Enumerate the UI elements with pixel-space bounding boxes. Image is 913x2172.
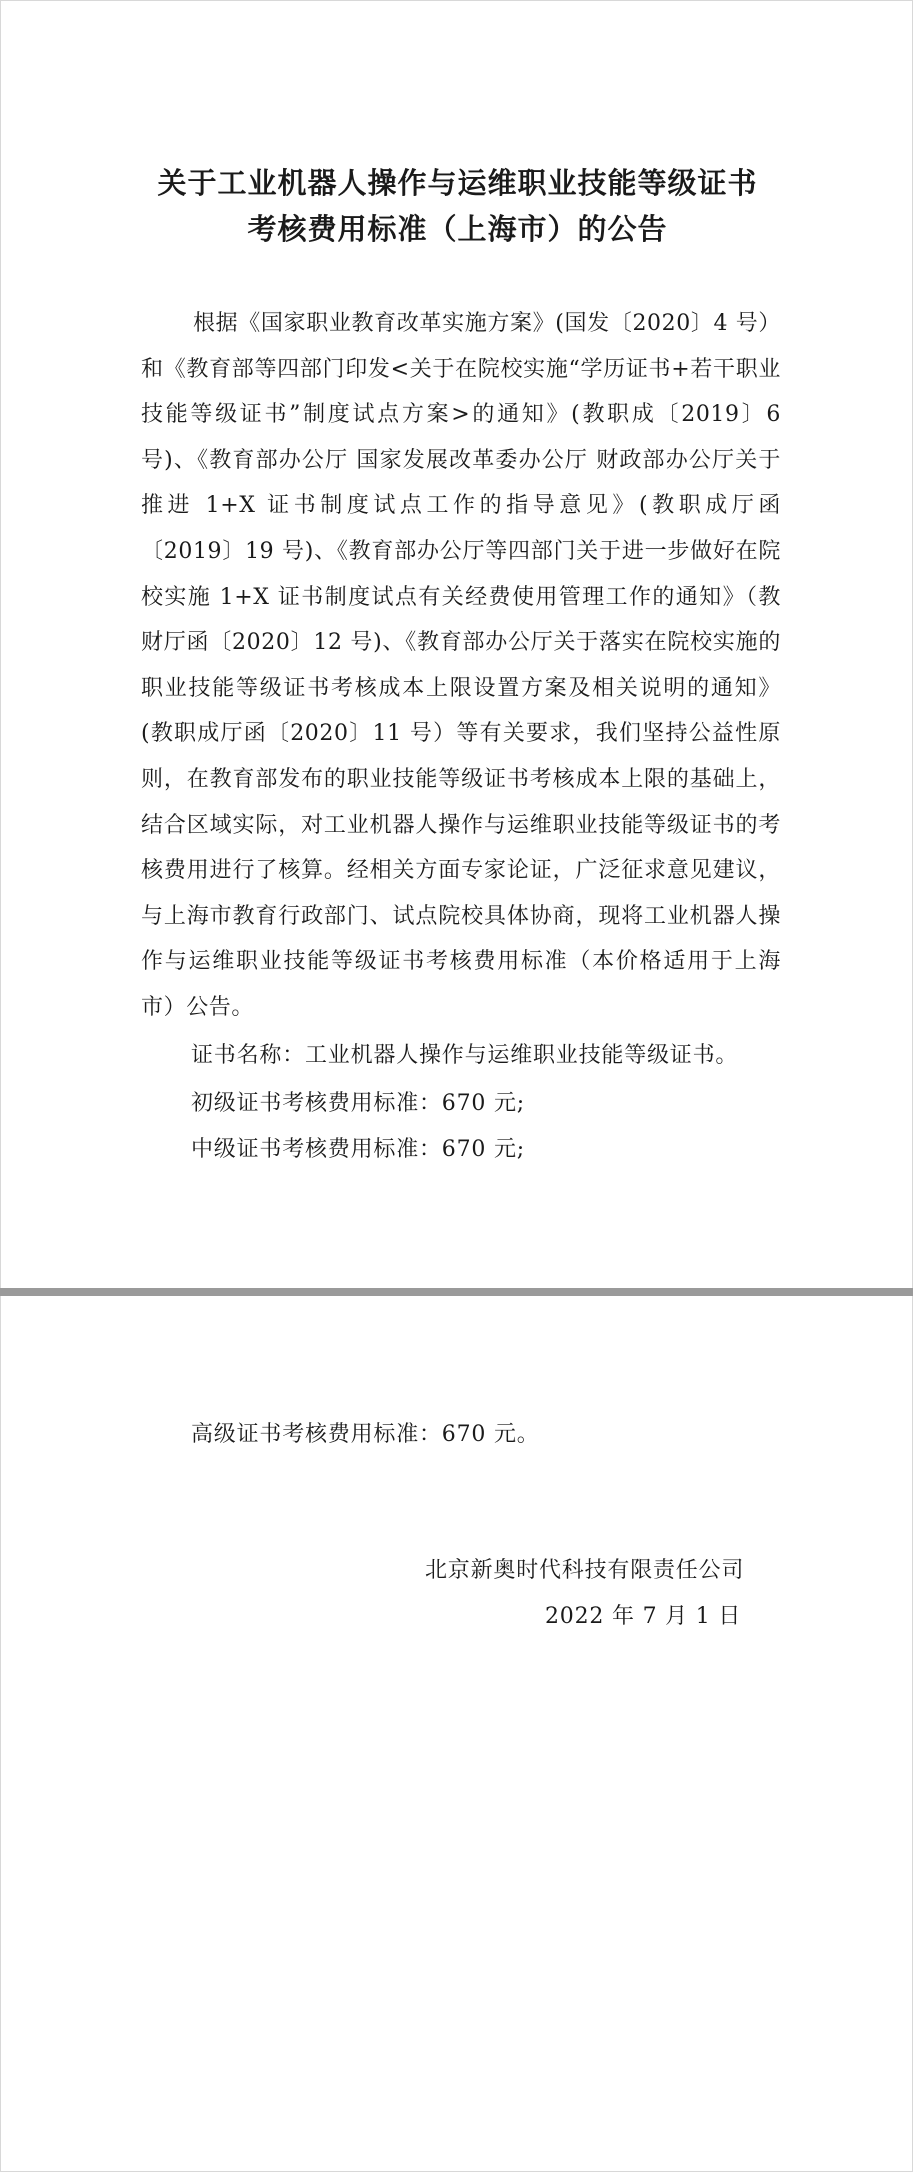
page-separator bbox=[0, 1288, 913, 1296]
fee-junior-line: 初级证书考核费用标准：670 元; bbox=[191, 1091, 525, 1116]
document-title-line-2: 考核费用标准（上海市）的公告 bbox=[247, 212, 668, 246]
document-page-2 bbox=[0, 1296, 913, 2172]
main-paragraph: 根据《国家职业教育改革实施方案》(国发〔2020〕4 号）和《教育部等四部门印发<关于在院校实施“学历证书+若干职业技能等级证书”制度试点方案>的通知》(教职成〔2019〕6 号)、《教育部办公厅 国家发展改革委办公厅 财政部办公厅关于推进 1+X 证书制度试点工作的指导意见》(教职成厅函〔2019〕19 号)、《教育部办公厅等四部门关于进一步做好在院校实施 1+X 证书制度试点有关经费使用管理工作的通知》（教财厅函〔2020〕12 号)、《教育部办公厅关于落实在院校实施的职业技能等级证书考核成本上限设置方案及相关说明的通知》(教职成厅函〔2020〕11 号）等有关要求，我们坚持公益性原则，在教育部发布的职业技能等级证书考核成本上限的基础上，结合区域实际，对工业机器人操作与运维职业技能等级证书的考核费用进行了核算。经相关方面专家论证，广泛征求意见建议，与上海市教育行政部门、试点院校具体协商，现将工业机器人操作与运维职业技能等级证书考核费用标准（本价格适用于上海市）公告。 bbox=[141, 311, 781, 1020]
fee-senior-line: 高级证书考核费用标准：670 元。 bbox=[191, 1422, 540, 1447]
company-signature: 北京新奥时代科技有限责任公司 bbox=[425, 1558, 745, 1583]
document-title-line-1: 关于工业机器人操作与运维职业技能等级证书 bbox=[157, 166, 758, 200]
certificate-name-line: 证书名称：工业机器人操作与运维职业技能等级证书。 bbox=[191, 1043, 739, 1068]
signature-date: 2022 年 7 月 1 日 bbox=[545, 1604, 742, 1629]
fee-middle-line: 中级证书考核费用标准：670 元; bbox=[191, 1137, 525, 1162]
